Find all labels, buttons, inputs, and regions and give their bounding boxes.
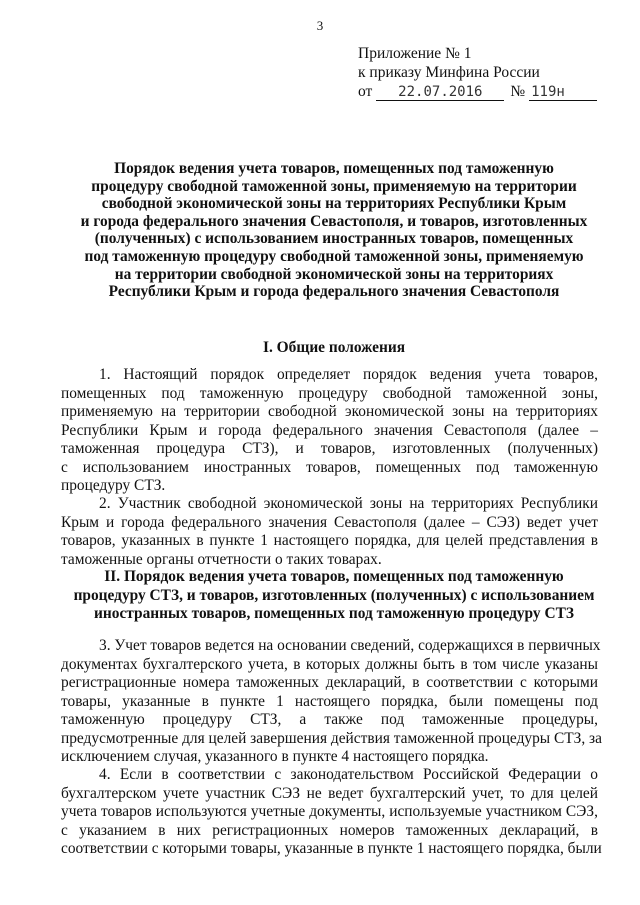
paragraph-3 [61, 637, 602, 767]
paragraph-2 [61, 495, 598, 569]
section-2-heading [60, 568, 608, 624]
title-line: Порядок ведения учета товаров, помещенных под таможенную [114, 160, 554, 177]
paragraph-line: с указанием в них регистрационных номеров таможенных деклараций, в [61, 821, 598, 839]
paragraph-line: документах бухгалтерского учета, в которых должны быть в том числе указаны [61, 655, 598, 673]
section-2-heading-line: II. Порядок ведения учета товаров, помещенных под таможенную [104, 568, 564, 585]
title-line: под таможенную процедуру свободной таможенной зоны, применяемую [84, 247, 584, 265]
title-line: Республики Крым и города федерального значения Севастополя [108, 283, 560, 301]
appendix-date-line [358, 82, 608, 101]
paragraph-line: учета товаров используются учетные документы, используемые участником СЭЗ, [61, 803, 598, 820]
paragraph-line: 2. Участник свободной экономической зоны на территориях Республики [99, 495, 598, 512]
paragraph-line: 1. Настоящий порядок определяет порядок ведения учета товаров, [99, 366, 598, 383]
date-prefix: от [358, 83, 373, 100]
paragraph-line: Крым и города федерального значения Севастополя (далее – СЭЗ) ведет учет [61, 513, 598, 531]
paragraph-line: Республики Крым и города федерального значения Севастополя (далее – [61, 421, 598, 439]
title-line: и города федерального значения Севастополя, и товаров, изготовленных [80, 212, 588, 230]
appendix-title: Приложение № 1 [358, 45, 472, 62]
appendix-block [358, 44, 608, 101]
paragraph-line: 4. Если в соответствии с законодательством Российской Федерации о [99, 766, 598, 783]
title-line: (полученных) с использованием иностранных товаров, помещенных [94, 230, 574, 248]
paragraph-line: таможенную процедуру СТЗ, а также под таможенные процедуры, [61, 711, 598, 728]
paragraph-line: таможенная процедура СТЗ), и товаров, изготовленных (полученных) [61, 440, 598, 457]
paragraph-line: соответствии с которыми товары, указанные в пункте 1 настоящего порядка, были [61, 840, 602, 857]
appendix-order-ref: к приказу Минфина России [358, 64, 540, 81]
paragraph-line: применяемую на территории свободной экономической зоны на территориях [61, 403, 598, 420]
paragraph-line: 3. Учет товаров ведется на основании сведений, содержащихся в первичных [99, 637, 601, 654]
section-2-heading-line: иностранных товаров, помещенных под таможенную процедуру СТЗ [94, 605, 574, 623]
paragraph-line: бухгалтерском учете участник СЭЗ не ведет бухгалтерский учет, то для целей [61, 784, 598, 802]
paragraph-4 [61, 766, 602, 859]
paragraph-line: процедуру СТЗ. [61, 477, 166, 494]
section-2-heading-line: процедуру СТЗ, и товаров, изготовленных (полученных) с использованием [73, 586, 595, 604]
section-1-heading-text: I. Общие положения [262, 339, 406, 356]
title-line: процедуру свободной таможенной зоны, применяемую на территории [91, 177, 577, 195]
document-title [60, 160, 608, 301]
section-1-heading [60, 339, 608, 358]
paragraph-line: таможенные органы отчетности о таких товарах. [61, 550, 382, 568]
paragraph-line: регистрационные номера таможенных деклараций, в соответствии с которыми [61, 674, 598, 691]
paragraph-line: товаров, указанных в пункте 1 настоящего порядка, для целей представления в [61, 532, 598, 549]
order-number: 119н [529, 85, 597, 101]
paragraph-1 [61, 366, 598, 496]
title-line: свободной экономической зоны на территориях Республики Крым [101, 195, 567, 213]
title-line: на территории свободной экономической зоны на территориях [114, 265, 554, 283]
paragraph-line: товары, указанные в пункте 1 настоящего порядка, были помещены под [61, 692, 598, 710]
paragraph-line: помещенных под таможенную процедуру свободной таможенной зоны, [61, 384, 598, 402]
order-date: 22.07.2016 [376, 85, 504, 101]
paragraph-line: исключением случая, указанного в пункте 4 настоящего порядка. [61, 748, 489, 765]
paragraph-line: с использованием иностранных товаров, помещенных под таможенную [61, 458, 598, 476]
page-number: 3 [316, 18, 324, 33]
number-prefix: № [510, 83, 526, 100]
paragraph-line: предусмотренные для целей завершения действия таможенной процедуры СТЗ, за [61, 729, 602, 747]
